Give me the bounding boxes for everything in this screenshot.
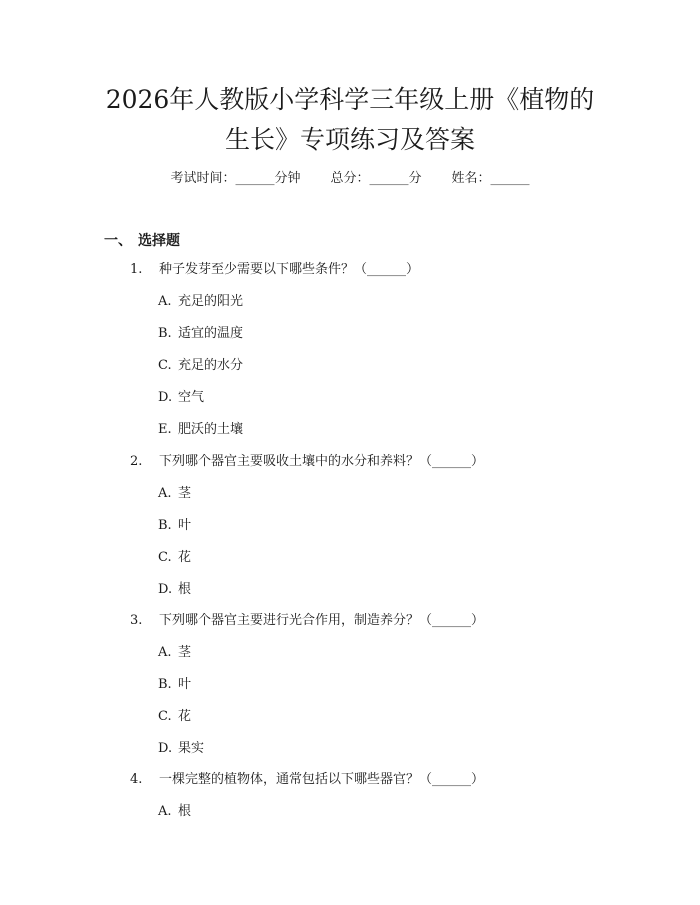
option-letter: D. <box>158 741 173 756</box>
question-text: 种子发芽至少需要以下哪些条件？（______） <box>159 262 420 277</box>
question-text: 一棵完整的植物体，通常包括以下哪些器官？（______） <box>159 772 485 787</box>
option-letter: E. <box>158 422 172 437</box>
option-2d <box>158 581 191 599</box>
document-title <box>60 80 640 160</box>
option-1a <box>158 293 243 311</box>
option-text: 充足的水分 <box>178 358 244 373</box>
option-text: 根 <box>178 804 192 819</box>
exam-info <box>0 170 700 188</box>
option-2b <box>158 517 191 535</box>
option-1d <box>158 389 204 407</box>
title-line-2: 生长》专项练习及答案 <box>224 125 475 154</box>
option-letter: A. <box>158 804 172 819</box>
option-letter: A. <box>158 645 172 660</box>
option-text: 充足的阳光 <box>178 294 244 309</box>
option-letter: A. <box>158 486 172 501</box>
option-text: 茎 <box>178 486 192 501</box>
option-letter: B. <box>158 677 172 692</box>
option-text: 根 <box>178 582 192 597</box>
option-3b <box>158 676 191 694</box>
option-3d <box>158 740 204 758</box>
option-text: 果实 <box>178 741 205 756</box>
section-heading <box>104 230 180 250</box>
option-letter: B. <box>158 326 172 341</box>
question-4 <box>130 771 484 789</box>
title-line-1: 2026年人教版小学科学三年级上册《植物的 <box>105 85 595 114</box>
question-number: 3. <box>130 613 143 628</box>
question-text: 下列哪个器官主要进行光合作用，制造养分？（______） <box>159 613 485 628</box>
option-2c <box>158 549 191 567</box>
question-number: 1. <box>130 262 143 277</box>
option-1c <box>158 357 243 375</box>
exam-time: 考试时间：______分钟 <box>170 171 301 186</box>
section-number: 一、 <box>104 233 132 249</box>
option-text: 肥沃的土壤 <box>178 422 244 437</box>
option-1b <box>158 325 243 343</box>
question-3 <box>130 612 484 630</box>
option-letter: B. <box>158 518 172 533</box>
total-score: 总分：______分 <box>330 171 422 186</box>
option-3c <box>158 708 191 726</box>
option-text: 叶 <box>178 677 192 692</box>
question-2 <box>130 453 484 471</box>
option-text: 花 <box>178 709 192 724</box>
option-letter: D. <box>158 582 173 597</box>
question-number: 4. <box>130 772 143 787</box>
option-text: 茎 <box>178 645 192 660</box>
option-3a <box>158 644 191 662</box>
option-1e <box>158 421 243 439</box>
option-letter: C. <box>158 358 172 373</box>
student-name: 姓名：______ <box>451 171 530 186</box>
question-number: 2. <box>130 454 143 469</box>
option-text: 适宜的温度 <box>178 326 244 341</box>
option-text: 花 <box>178 550 192 565</box>
option-text: 空气 <box>178 390 205 405</box>
question-text: 下列哪个器官主要吸收土壤中的水分和养料？（______） <box>159 454 485 469</box>
option-letter: D. <box>158 390 173 405</box>
option-4a <box>158 803 191 821</box>
question-1 <box>130 261 419 279</box>
option-text: 叶 <box>178 518 192 533</box>
section-label: 选择题 <box>138 233 180 249</box>
option-2a <box>158 485 191 503</box>
option-letter: A. <box>158 294 172 309</box>
option-letter: C. <box>158 709 172 724</box>
option-letter: C. <box>158 550 172 565</box>
